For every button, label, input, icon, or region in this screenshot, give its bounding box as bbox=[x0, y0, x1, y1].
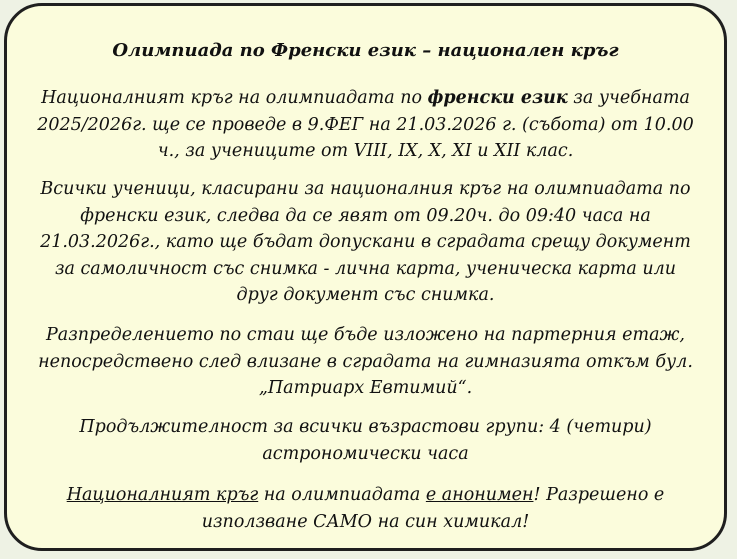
paragraph-schedule bbox=[35, 85, 696, 165]
announcement-title: Олимпиада по Френски език – национален кръг bbox=[112, 40, 619, 61]
paragraph-room-allocation: Разпределението по стаи ще бъде изложено на партерния етаж, непосредствено след влизане в сградата на гимназията откъм бул. „Патриарх Евтимий“. bbox=[38, 325, 693, 398]
subject-highlight: френски език bbox=[427, 88, 568, 108]
paragraph-duration: Продължителност за всички възрастови групи: 4 (четири) астрономически часа bbox=[79, 417, 652, 464]
schedule-text-start: Националният кръг на олимпиадата по bbox=[41, 88, 428, 108]
rules-text-mid: на олимпиадата bbox=[258, 485, 426, 505]
schedule-text-end: за учебната 2025/2026г. ще се проведе в 9.ФЕГ на 21.03.2026 г. (събота) от 10.00 ч., за учениците от VIII, IX, X, XI и XII клас. bbox=[37, 88, 694, 161]
national-round-underlined: Националният кръг bbox=[66, 485, 259, 505]
rules-text-end: ! Разрешено е използване САМО на син химикал! bbox=[201, 485, 665, 532]
paragraph-arrival: Всички ученици, класирани за националния кръг на олимпиадата по френски език, следва да се явят от 09.20ч. до 09:40 часа на 21.03.2026г., като ще бъдат допускани в сградата срещу документ за самоличност със снимка - лична карта, ученическа карта или друг документ със снимка. bbox=[40, 179, 691, 305]
announcement-card bbox=[4, 3, 727, 551]
anonymous-underlined: е анонимен bbox=[425, 485, 534, 505]
paragraph-rules bbox=[35, 482, 696, 535]
